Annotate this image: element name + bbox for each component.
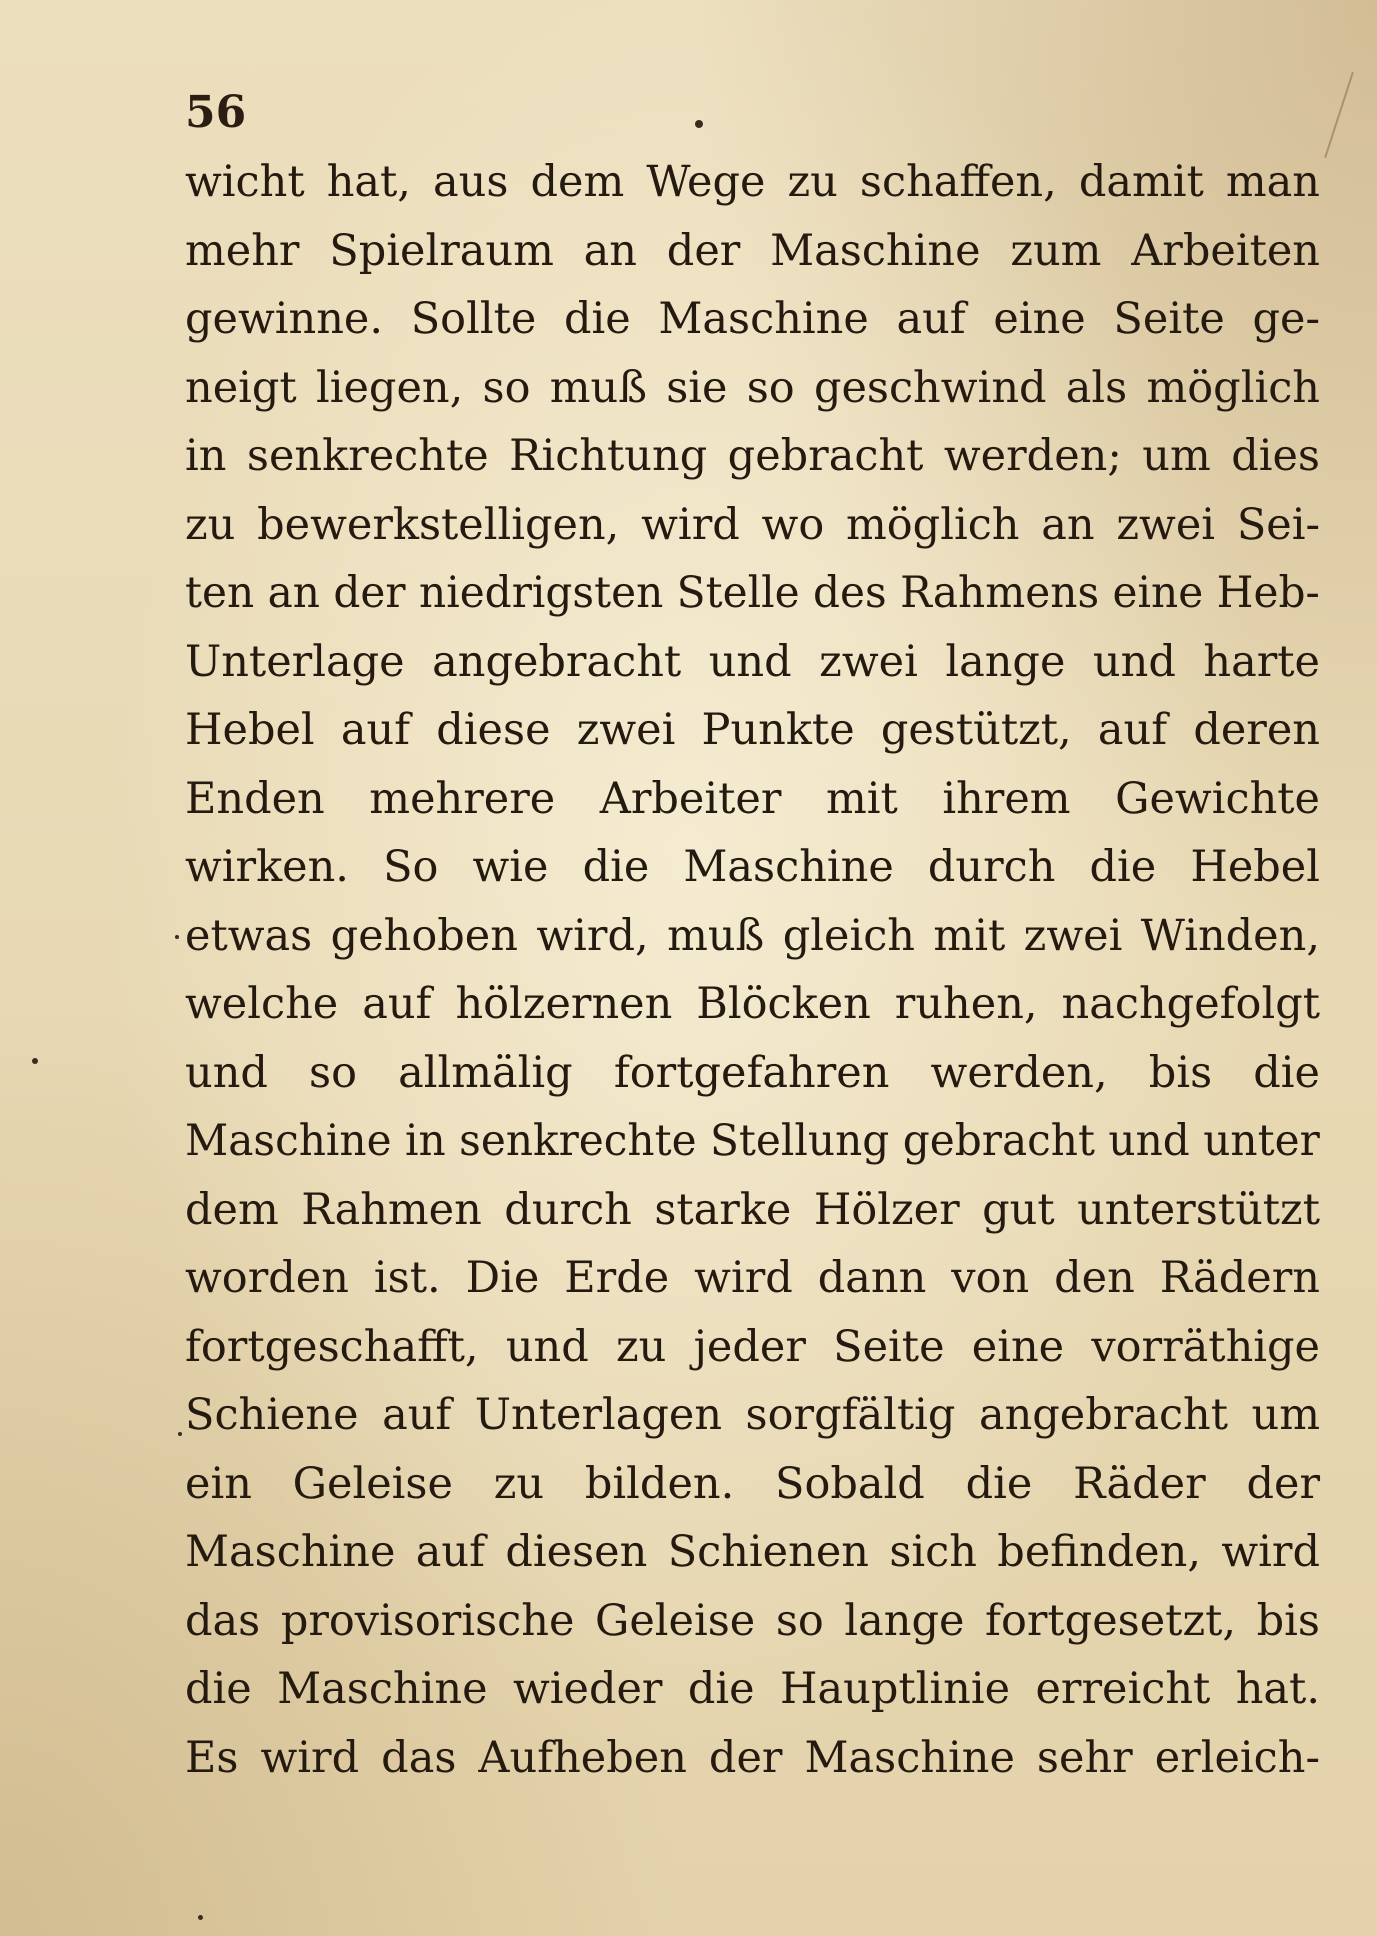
text-line: neigt liegen, so muß sie so geschwind als möglich [185,362,1320,413]
text-line: fortgeschafft, und zu jeder Seite eine vorräthige [185,1321,1320,1372]
text-line: Maschine auf diesen Schienen sich befinden, wird [185,1527,1320,1577]
text-line: zu bewerkstelligen, wird wo möglich an zwei Sei- [185,499,1320,550]
text-line: Schiene auf Unterlagen sorgfältig angebracht um [185,1390,1320,1440]
text-line: Hebel auf diese zwei Punkte gestützt, auf deren [185,705,1320,755]
text-line: Es wird das Aufheben der Maschine sehr erleich- [185,1732,1320,1783]
text-line: Enden mehrere Arbeiter mit ihrem Gewichte [185,773,1320,824]
ink-speck [175,935,179,939]
text-line: ein Geleise zu bilden. Sobald die Räder der [185,1458,1320,1509]
text-line: etwas gehoben wird, muß gleich mit zwei Winden, [185,910,1320,961]
ink-speck [198,1915,203,1920]
text-line: in senkrechte Richtung gebracht werden; um dies [185,431,1320,481]
text-line: die Maschine wieder die Hauptlinie erreicht hat. [185,1664,1320,1714]
text-line: und so allmälig fortgefahren werden, bis die [185,1047,1320,1098]
text-line: ten an der niedrigsten Stelle des Rahmens eine Heb- [185,568,1320,618]
text-line: das provisorische Geleise so lange fortgesetzt, bis [185,1595,1320,1646]
text-line: gewinne. Sollte die Maschine auf eine Seite ge- [185,294,1320,344]
page-number: 56 [185,87,247,138]
text-line: mehr Spielraum an der Maschine zum Arbeiten [185,225,1320,276]
text-line: worden ist. Die Erde wird dann von den Rädern [185,1253,1320,1303]
paper-crease [1324,72,1354,158]
ink-speck [32,1058,38,1064]
text-line: Maschine in senkrechte Stellung gebracht und unter [185,1116,1320,1166]
text-line: wirken. So wie die Maschine durch die Hebel [185,842,1320,892]
text-line: wicht hat, aus dem Wege zu schaffen, damit man [185,157,1320,207]
ink-speck [695,120,703,128]
body-text [185,148,1320,1792]
ink-speck [178,1432,182,1436]
text-line: Unterlage angebracht und zwei lange und harte [185,636,1320,687]
text-line: dem Rahmen durch starke Hölzer gut unterstützt [185,1184,1320,1235]
text-line: welche auf hölzernen Blöcken ruhen, nachgefolgt [185,979,1320,1029]
